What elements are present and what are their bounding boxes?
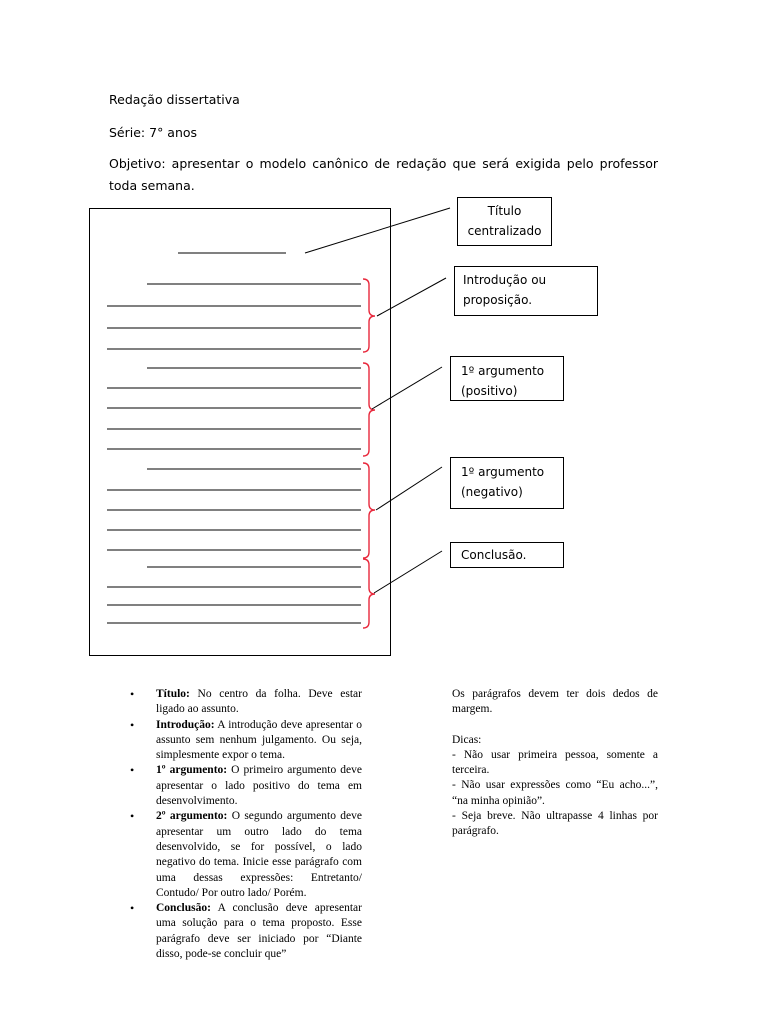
list-item-label: 2º argumento: <box>156 810 228 823</box>
connector-lines <box>305 208 450 593</box>
ruled-lines <box>107 253 361 623</box>
margin-note: Os parágrafos devem ter dois dedos de margem. <box>452 688 658 716</box>
tip-item: - Não usar expressões como “Eu acho...”, “na minha opinião”. <box>452 779 658 807</box>
connector-conclusao <box>374 551 442 593</box>
instructions-list <box>130 687 362 962</box>
bracket-introducao <box>363 279 375 352</box>
connector-introducao <box>377 278 446 316</box>
list-item-label: Título: <box>156 688 190 700</box>
page-outline <box>90 209 391 656</box>
list-item-text: A introdução deve apresentar o assunto sem nenhum julgamento. Ou seja, simplesmente expor o tema. <box>156 718 362 762</box>
list-item <box>130 687 362 718</box>
list-item-label: Conclusão: <box>156 902 211 915</box>
list-item-text: A conclusão deve apresentar uma solução para o tema proposto. Esse parágrafo deve ser iniciado por “Diante disso, pode-se concluir que” <box>156 902 362 961</box>
tip-item: - Seja breve. Não ultrapasse 4 linhas por parágrafo. <box>452 810 658 838</box>
notes-column <box>452 687 658 840</box>
list-item-text: O segundo argumento deve apresentar um outro lado do tema desenvolvido, se for possível, o lado negativo do tema. Inicie esse parágrafo com uma dessas expressões: Entretanto/ Contudo/ Por outro lado/ Porém. <box>156 810 362 899</box>
bracket-argumento-2 <box>363 463 375 558</box>
connector-argumento-1 <box>372 367 442 409</box>
callout-introducao: Introdução ou proposição. <box>454 266 598 316</box>
list-item <box>130 763 362 809</box>
callout-titulo: Título centralizado <box>457 197 552 246</box>
paragraph-brackets <box>363 279 375 628</box>
list-item <box>130 809 362 901</box>
document-title: Redação dissertativa <box>109 92 240 107</box>
grade-label: Série: 7° anos <box>109 125 198 140</box>
callout-argumento-negativo: 1º argumento (negativo) <box>450 457 564 509</box>
connector-argumento-2 <box>376 467 442 510</box>
tips-title: Dicas: <box>452 733 482 746</box>
connector-titulo <box>305 208 450 253</box>
objective-text: Objetivo: apresentar o modelo canônico de redação que será exigida pelo professor toda semana. <box>109 156 658 193</box>
bracket-conclusao <box>363 559 375 628</box>
list-item-label: 1º argumento: <box>156 764 228 777</box>
callout-argumento-positivo: 1º argumento (positivo) <box>450 356 564 401</box>
list-item-text: O primeiro argumento deve apresentar o lado positivo do tema em desenvolvimento. <box>156 764 362 808</box>
list-item-label: Introdução: <box>156 718 215 731</box>
tip-item: - Não usar primeira pessoa, somente a terceira. <box>452 748 658 777</box>
list-item-text: No centro da folha. Deve estar ligado ao assunto. <box>156 688 362 716</box>
list-item <box>130 901 362 962</box>
list-item <box>130 718 362 764</box>
bracket-argumento-1 <box>363 363 375 456</box>
callout-conclusao: Conclusão. <box>450 542 564 568</box>
